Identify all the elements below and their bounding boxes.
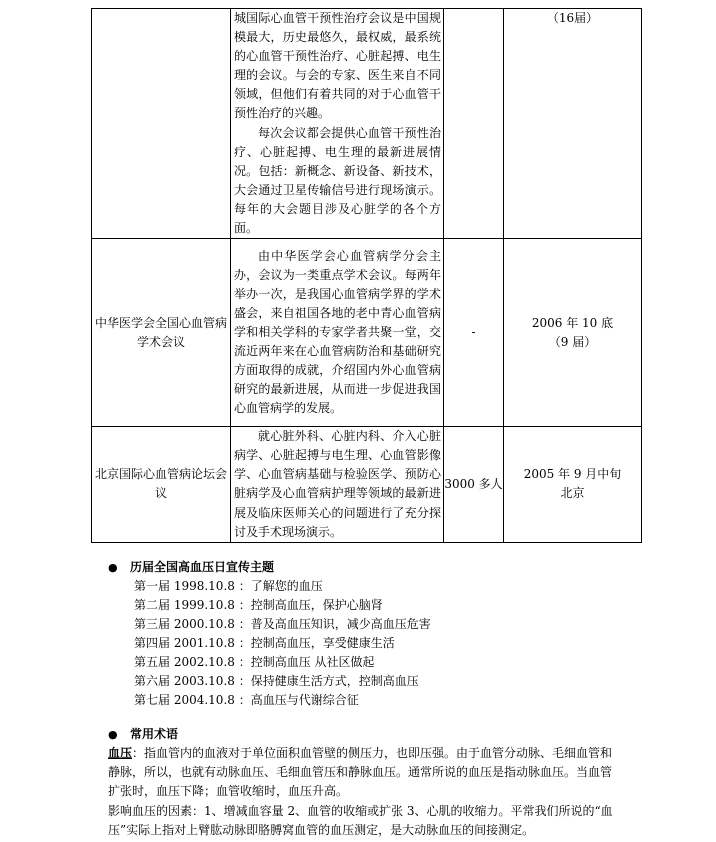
description-paragraph: 城国际心血管干预性治疗会议是中国规模最大，历史最悠久，最权威，最系统的心血管干预性治疗、心脏起搏、电生理的会议。与会的专家、医生来自不同领域，但他们有着共同的对于心血管干预性治疗的兴趣。 xyxy=(234,11,441,121)
meeting-time-cell xyxy=(504,427,642,543)
table-row xyxy=(92,239,642,427)
list-item: 第七届 2004.10.8 ：高血压与代谢综合征 xyxy=(134,693,359,707)
list-item: 第一届 1998.10.8 ：了解您的血压 xyxy=(134,579,323,593)
section-title: 常用术语 xyxy=(130,727,179,741)
list-item: 第五届 2002.10.8 ：控制高血压 从社区做起 xyxy=(134,655,375,669)
term-definition: ：指血管内的血液对于单位面积血管壁的侧压力，也即压强。由于血管分动脉、毛细血管和静脉，所以，也就有动脉血压、毛细血管压和静脉血压。通常所说的血压是指动脉血压。当血管扩张时，血压下降；血管收缩时，血压升高。 xyxy=(108,746,613,799)
terms-heading xyxy=(108,725,178,742)
meeting-name-cell: 北京国际心血管病论坛会议 xyxy=(92,427,231,543)
meeting-scale-cell xyxy=(444,9,504,239)
table-row xyxy=(92,9,642,239)
description-paragraph: 由中华医学会心血管病学分会主办，会议为一类重点学术会议。每两年举办一次，是我国心血管病学界的学术盛会，来自祖国各地的老中青心血管病学和相关学科的专家学者共聚一堂，交流近两年来在心血管病防治和基础研究方面取得的成就，介绍国内外心血管病研究的最新进展，从而进一步促进我国心血管病学的发展。 xyxy=(234,248,441,416)
description-paragraph: 就心脏外科、心脏内科、介入心脏病学、心脏起搏与电生理、心血管影像学、心血管病基础与检验医学、预防心脏病学及心血管病护理等领域的最新进展及临床医师关心的问题进行了充分探讨及手术现场演示。 xyxy=(234,429,441,539)
meeting-time-cell xyxy=(504,239,642,427)
bullet-icon: ● xyxy=(108,561,118,574)
meeting-scale-cell: - xyxy=(444,239,504,427)
section-title: 历届全国高血压日宣传主题 xyxy=(130,560,275,574)
list-item: 第四届 2001.10.8 ：控制高血压，享受健康生活 xyxy=(134,636,395,650)
time-line: 2006 年 10 底 xyxy=(531,315,614,330)
list-item: 第二届 1999.10.8 ：控制高血压，保护心脑肾 xyxy=(134,598,383,612)
blood-pressure-factors: 影响血压的因素：1、增减血容量 2、血管的收缩或扩张 3、心肌的收缩力。平常我们所说的“血压”实际上指对上臂肱动脉即胳膊窝血管的血压测定，是大动脉血压的间接测定。 xyxy=(108,803,613,837)
hypertension-day-heading xyxy=(108,558,274,575)
meeting-description-cell xyxy=(231,427,444,543)
meeting-scale-cell: 3000 多人 xyxy=(444,427,504,543)
meetings-table xyxy=(91,8,642,543)
meeting-name-cell xyxy=(92,9,231,239)
list-item: 第六届 2003.10.8 ：保持健康生活方式，控制高血压 xyxy=(134,674,419,688)
time-line: 2005 年 9 月中旬 xyxy=(523,467,622,482)
bullet-icon: ● xyxy=(108,728,118,741)
time-line: （9 届） xyxy=(548,334,597,349)
time-line: （16届） xyxy=(546,11,599,25)
table-row xyxy=(92,427,642,543)
term-keyword: 血压 xyxy=(108,746,133,760)
meeting-description-cell xyxy=(231,9,444,239)
description-paragraph: 每次会议都会提供心血管干预性治疗、心脏起搏、电生理的最新进展情况。包括：新概念、新设备、新技术，大会通过卫星传输信号进行现场演示。 每年的大会题目涉及心脏学的各个方面。 xyxy=(234,125,441,236)
meeting-description-cell xyxy=(231,239,444,427)
time-line: 北京 xyxy=(560,486,585,501)
meeting-time-cell xyxy=(504,9,642,239)
list-item: 第三届 2000.10.8 ：普及高血压知识，减少高血压危害 xyxy=(134,617,431,631)
terms-body xyxy=(108,744,618,840)
meeting-name-cell: 中华医学会全国心血管病学术会议 xyxy=(92,239,231,427)
blood-pressure-definition xyxy=(108,744,618,802)
